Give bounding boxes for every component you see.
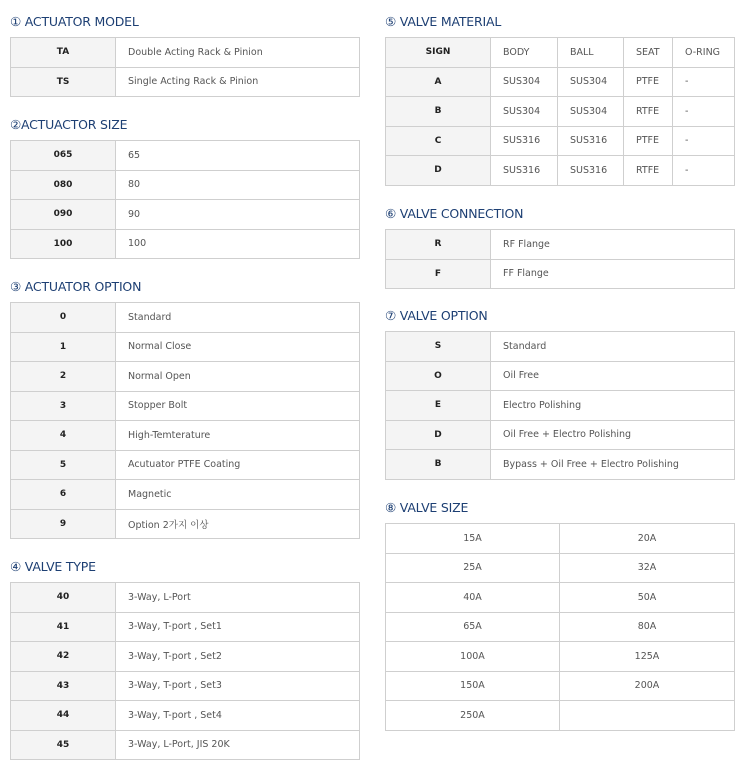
table-row [11, 391, 360, 421]
code-cell: R [386, 230, 491, 260]
table-row [386, 420, 735, 450]
desc-cell: Option 2가지 이상 [116, 509, 360, 539]
desc-cell: 3-Way, L-Port, JIS 20K [116, 730, 360, 760]
desc-cell: Double Acting Rack & Pinion [116, 38, 360, 68]
table-row [11, 730, 360, 760]
code-cell: 42 [11, 642, 116, 672]
body-cell: SUS316 [491, 156, 558, 186]
table-row [386, 126, 735, 156]
table-row [386, 524, 735, 554]
valve-size-title: ⑧ VALVE SIZE [385, 500, 469, 515]
table-row [386, 450, 735, 480]
desc-cell: 3-Way, T-port , Set1 [116, 612, 360, 642]
table-row [386, 67, 735, 97]
table-row [11, 141, 360, 171]
table-row [11, 332, 360, 362]
ball-cell: SUS316 [558, 126, 624, 156]
table-row [386, 612, 735, 642]
table-row [11, 170, 360, 200]
table-row [386, 97, 735, 127]
actuator-model-table [10, 37, 360, 97]
seat-cell: RTFE [624, 97, 673, 127]
table-row [11, 509, 360, 539]
table-row [11, 303, 360, 333]
size-cell: 150A [386, 671, 560, 701]
table-row [386, 259, 735, 289]
code-cell: F [386, 259, 491, 289]
table-row [11, 642, 360, 672]
table-row [11, 480, 360, 510]
o-ring-cell: - [673, 156, 735, 186]
code-cell: S [386, 332, 491, 362]
seat-cell: PTFE [624, 126, 673, 156]
ball-cell: SUS304 [558, 67, 624, 97]
valve-option-title: ⑦ VALVE OPTION [385, 308, 488, 323]
sign-cell: C [386, 126, 491, 156]
code-cell: 100 [11, 229, 116, 259]
valve-option-table [385, 331, 735, 480]
code-cell: 44 [11, 701, 116, 731]
actuator-size-title: ②ACTUACTOR SIZE [10, 117, 128, 132]
table-row [386, 583, 735, 613]
desc-cell: Single Acting Rack & Pinion [116, 67, 360, 97]
table-row [11, 671, 360, 701]
desc-cell: Oil Free + Electro Polishing [491, 420, 735, 450]
table-row [386, 671, 735, 701]
code-cell: 9 [11, 509, 116, 539]
table-row [11, 38, 360, 68]
size-cell: 250A [386, 701, 560, 731]
size-cell: 15A [386, 524, 560, 554]
valve-type-title: ④ VALVE TYPE [10, 559, 96, 574]
desc-cell: 3-Way, T-port , Set4 [116, 701, 360, 731]
size-cell: 40A [386, 583, 560, 613]
table-row [386, 553, 735, 583]
actuator-option-table [10, 302, 360, 539]
size-cell: 100A [386, 642, 560, 672]
o-ring-cell: - [673, 97, 735, 127]
table-row [11, 200, 360, 230]
table-row [386, 332, 735, 362]
size-cell-empty [560, 701, 735, 731]
actuator-size-table [10, 140, 360, 259]
code-cell: D [386, 420, 491, 450]
actuator-model-rows [11, 38, 360, 97]
code-cell: 45 [11, 730, 116, 760]
valve-connection-title: ⑥ VALVE CONNECTION [385, 206, 524, 221]
size-cell: 125A [560, 642, 735, 672]
code-cell: 065 [11, 141, 116, 171]
desc-cell: RF Flange [491, 230, 735, 260]
table-row [386, 156, 735, 186]
desc-cell: Oil Free [491, 361, 735, 391]
body-cell: SUS304 [491, 67, 558, 97]
table-row [11, 612, 360, 642]
actuator-model-title: ① ACTUATOR MODEL [10, 14, 139, 29]
code-cell: TS [11, 67, 116, 97]
code-cell: E [386, 391, 491, 421]
sign-cell: D [386, 156, 491, 186]
desc-cell: 3-Way, T-port , Set3 [116, 671, 360, 701]
code-cell: O [386, 361, 491, 391]
desc-cell: 80 [116, 170, 360, 200]
size-cell: 25A [386, 553, 560, 583]
table-row [11, 362, 360, 392]
table-row [11, 583, 360, 613]
table-row [11, 229, 360, 259]
desc-cell: 65 [116, 141, 360, 171]
desc-cell: Normal Close [116, 332, 360, 362]
code-cell: 1 [11, 332, 116, 362]
size-cell: 65A [386, 612, 560, 642]
ball-cell: SUS316 [558, 156, 624, 186]
o-ring-cell: - [673, 126, 735, 156]
desc-cell: High-Temterature [116, 421, 360, 451]
desc-cell: Bypass + Oil Free + Electro Polishing [491, 450, 735, 480]
size-cell: 80A [560, 612, 735, 642]
desc-cell: 100 [116, 229, 360, 259]
valve-size-table [385, 523, 735, 731]
size-cell: 20A [560, 524, 735, 554]
table-header-row [386, 38, 735, 68]
code-cell: 2 [11, 362, 116, 392]
size-cell: 32A [560, 553, 735, 583]
size-cell: 50A [560, 583, 735, 613]
desc-cell: Normal Open [116, 362, 360, 392]
valve-material-title: ⑤ VALVE MATERIAL [385, 14, 502, 29]
sign-cell: B [386, 97, 491, 127]
o-ring-cell: - [673, 67, 735, 97]
table-row [386, 361, 735, 391]
body-cell: SUS304 [491, 97, 558, 127]
sign-cell: A [386, 67, 491, 97]
ball-cell: SUS304 [558, 97, 624, 127]
table-row [11, 421, 360, 451]
header-body: BODY [491, 38, 558, 68]
table-row [386, 230, 735, 260]
code-cell: 3 [11, 391, 116, 421]
body-cell: SUS316 [491, 126, 558, 156]
valve-type-table [10, 582, 360, 760]
code-cell: 4 [11, 421, 116, 451]
header-sign: SIGN [386, 38, 491, 68]
desc-cell: Standard [116, 303, 360, 333]
header-seat: SEAT [624, 38, 673, 68]
desc-cell: 90 [116, 200, 360, 230]
desc-cell: Standard [491, 332, 735, 362]
code-cell: 5 [11, 450, 116, 480]
header-o-ring: O-RING [673, 38, 735, 68]
seat-cell: PTFE [624, 67, 673, 97]
table-row [11, 67, 360, 97]
code-cell: 0 [11, 303, 116, 333]
actuator-option-title: ③ ACTUATOR OPTION [10, 279, 142, 294]
desc-cell: Magnetic [116, 480, 360, 510]
desc-cell: 3-Way, L-Port [116, 583, 360, 613]
header-ball: BALL [558, 38, 624, 68]
desc-cell: 3-Way, T-port , Set2 [116, 642, 360, 672]
code-cell: 43 [11, 671, 116, 701]
code-cell: 080 [11, 170, 116, 200]
table-row [386, 701, 735, 731]
table-row [386, 391, 735, 421]
table-row [11, 450, 360, 480]
code-cell: TA [11, 38, 116, 68]
desc-cell: FF Flange [491, 259, 735, 289]
desc-cell: Electro Polishing [491, 391, 735, 421]
code-cell: B [386, 450, 491, 480]
table-row [11, 701, 360, 731]
valve-connection-table [385, 229, 735, 289]
table-row [386, 642, 735, 672]
valve-material-table [385, 37, 735, 186]
code-cell: 41 [11, 612, 116, 642]
desc-cell: Acutuator PTFE Coating [116, 450, 360, 480]
desc-cell: Stopper Bolt [116, 391, 360, 421]
size-cell: 200A [560, 671, 735, 701]
code-cell: 40 [11, 583, 116, 613]
code-cell: 6 [11, 480, 116, 510]
code-cell: 090 [11, 200, 116, 230]
seat-cell: RTFE [624, 156, 673, 186]
